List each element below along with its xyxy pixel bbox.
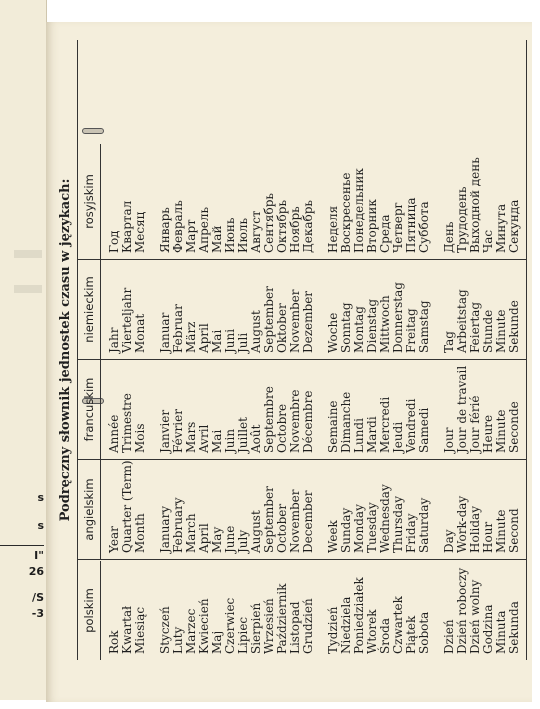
column-entries (108, 366, 521, 453)
term-cell: Minute (494, 309, 508, 353)
term-cell: Feiertag (468, 301, 482, 353)
term-cell: Dzień wolny (468, 579, 482, 654)
column-angielskim (78, 460, 526, 560)
term-cell: Апрель (197, 206, 211, 253)
term-cell: November (288, 289, 302, 353)
term-cell: Minuta (494, 610, 508, 654)
column-niemieckim (78, 260, 526, 360)
term-cell: Воскресенье (339, 172, 353, 253)
column-entries (108, 157, 521, 253)
term-cell: Август (249, 210, 263, 253)
column-entries (108, 568, 521, 654)
term-cell: Miesiąc (133, 606, 147, 654)
term-cell: Трудодень (455, 186, 469, 253)
term-cell: Mars (184, 421, 198, 453)
previous-page-fragment: I" (34, 549, 44, 562)
term-cell: Woche (326, 312, 340, 353)
column-header: angielskim (78, 460, 101, 559)
term-cell: Среда (378, 214, 392, 253)
term-cell: Listopad (288, 601, 302, 654)
term-cell: Октябрь (275, 200, 289, 253)
term-cell: Niedziela (339, 596, 353, 654)
term-cell: Vierteljahr (120, 287, 134, 353)
term-cell: August (249, 510, 263, 553)
term-cell: Sobota (417, 611, 431, 654)
term-cell: Quarter (Term) (120, 460, 134, 553)
term-cell: Samedi (417, 407, 431, 453)
term-cell: Arbeitstag (455, 289, 469, 353)
previous-page-fragment: s (37, 519, 44, 532)
previous-page-fragment: -3 (31, 607, 44, 620)
term-cell: Juni (223, 328, 237, 353)
term-cell: Sekunde (507, 300, 521, 353)
term-cell: Rok (107, 630, 121, 654)
term-cell: Poniedziałek (352, 577, 366, 654)
column-polskim (78, 561, 526, 660)
term-cell: Środa (378, 617, 392, 654)
term-cell: Выходной день (468, 157, 482, 253)
column-header: niemieckim (78, 260, 101, 359)
term-cell: Wrzesień (262, 598, 276, 654)
term-cell: Day (442, 529, 456, 553)
term-cell: Avril (197, 424, 211, 453)
term-cell: Kwartał (120, 606, 134, 654)
term-cell: Dzień roboczy (455, 567, 469, 654)
term-cell: Sierpień (249, 602, 263, 654)
term-cell: Styczeń (158, 606, 172, 654)
term-cell: Luty (171, 626, 185, 654)
term-cell: April (197, 323, 211, 353)
term-cell: Jeudi (391, 421, 405, 453)
term-cell: Juli (236, 332, 250, 353)
term-cell: Trimestre (120, 393, 134, 453)
term-cell: Novembre (288, 389, 302, 453)
column-entries (108, 282, 521, 353)
previous-page-rule (0, 545, 44, 546)
term-cell: Monat (133, 313, 147, 353)
term-cell: Month (133, 513, 147, 553)
term-cell: Mittwoch (378, 295, 392, 353)
term-cell: Février (171, 409, 185, 453)
term-cell: June (223, 525, 237, 553)
term-cell: May (210, 526, 224, 553)
term-cell: Februar (171, 304, 185, 353)
term-cell: Maj (210, 630, 224, 654)
term-cell: Wednesday (378, 484, 392, 553)
term-cell: Piątek (404, 615, 418, 654)
term-cell: Понедельник (352, 168, 366, 253)
term-cell: Март (184, 219, 198, 253)
dictionary-table (77, 40, 527, 660)
term-cell: Minute (494, 509, 508, 553)
term-cell: Jour férié (468, 395, 482, 453)
term-cell: Semaine (326, 400, 340, 453)
term-cell: Lundi (352, 418, 366, 453)
term-cell: Май (210, 225, 224, 253)
term-cell: Czwartek (391, 596, 405, 654)
previous-page-strip (0, 0, 47, 700)
faint-text-mark (14, 285, 42, 293)
term-cell: February (171, 497, 185, 553)
term-cell: Październik (275, 583, 289, 654)
term-cell: Année (107, 414, 121, 453)
term-cell: Вторник (365, 199, 379, 253)
term-cell: Holiday (468, 506, 482, 553)
term-cell: Квартал (120, 200, 134, 253)
term-cell: Marzec (184, 608, 198, 654)
term-cell: Second (507, 508, 521, 553)
term-cell: Четверг (391, 202, 405, 253)
term-cell: Août (249, 424, 263, 453)
term-cell: Неделя (326, 205, 340, 253)
term-cell: Lipiec (236, 616, 250, 654)
term-cell: Monday (352, 504, 366, 553)
term-cell: Dimanche (339, 391, 353, 453)
column-header: francuskim (78, 360, 101, 459)
term-cell: März (184, 321, 198, 353)
term-cell: Jour (442, 427, 456, 453)
term-cell: September (262, 286, 276, 353)
term-cell: Sonntag (339, 302, 353, 353)
term-cell: Year (107, 526, 121, 553)
term-cell: Montag (352, 306, 366, 353)
term-cell: Czerwiec (223, 597, 237, 654)
term-cell: August (249, 310, 263, 353)
term-cell: Mardi (365, 416, 379, 453)
term-cell: Tydzień (326, 606, 340, 654)
term-cell: День (442, 221, 456, 253)
term-cell: Суббота (417, 201, 431, 253)
column-entries (108, 460, 521, 553)
term-cell: Секунда (507, 199, 521, 253)
term-cell: Grudzień (301, 598, 315, 654)
term-cell: Donnerstag (391, 282, 405, 353)
term-cell: Juillet (236, 417, 250, 453)
term-cell: Dezember (301, 290, 315, 353)
column-francuskim (78, 360, 526, 460)
term-cell: Dzień (442, 619, 456, 654)
term-cell: April (197, 523, 211, 553)
term-cell: Heure (481, 414, 495, 453)
term-cell: October (275, 503, 289, 553)
term-cell: November (288, 489, 302, 553)
term-cell: March (184, 513, 198, 553)
term-cell: Год (107, 230, 121, 253)
rotated-dictionary-content (55, 40, 535, 660)
term-cell: Kwiecień (197, 598, 211, 654)
term-cell: Thursday (391, 496, 405, 553)
term-cell: Juin (223, 428, 237, 453)
term-cell: Tag (442, 331, 456, 353)
term-cell: Июль (236, 217, 250, 253)
term-cell: Dienstag (365, 298, 379, 353)
previous-page-fragment: 26 (28, 565, 44, 578)
term-cell: Décembre (301, 390, 315, 453)
term-cell: Seconde (507, 401, 521, 453)
term-cell: Samstag (417, 300, 431, 353)
term-cell: Mai (210, 429, 224, 453)
term-cell: September (262, 486, 276, 553)
term-cell: Minute (494, 409, 508, 453)
term-cell: Friday (404, 513, 418, 553)
term-cell: Январь (158, 207, 172, 253)
term-cell: Месяц (133, 211, 147, 253)
term-cell: Пятница (404, 197, 418, 253)
term-cell: Ноябрь (288, 206, 302, 253)
term-cell: Work-day (455, 495, 469, 553)
term-cell: Декабрь (301, 200, 315, 253)
term-cell: Octobre (275, 403, 289, 453)
faint-text-mark (14, 250, 42, 258)
term-cell: Godzina (481, 604, 495, 654)
term-cell: Week (326, 520, 340, 553)
term-cell: Janvier (158, 409, 172, 453)
term-cell: Septembre (262, 386, 276, 453)
term-cell: Vendredi (404, 398, 418, 453)
term-cell: Januar (158, 312, 172, 353)
term-cell: Сентябрь (262, 193, 276, 253)
term-cell: Февраль (171, 200, 185, 253)
page-title: Podręczny słownik jednostek czasu w językach: (58, 178, 73, 522)
term-cell: Stunde (481, 309, 495, 353)
term-cell: Час (481, 229, 495, 253)
term-cell: Jour de travail (455, 365, 469, 453)
previous-page-fragment: /S (32, 591, 44, 604)
term-cell: Tuesday (365, 502, 379, 553)
term-cell: December (301, 490, 315, 553)
column-header: rosyjskim (78, 144, 101, 259)
term-cell: Sekunda (507, 601, 521, 654)
term-cell: Saturday (417, 497, 431, 553)
column-rosyjskim (78, 144, 526, 260)
previous-page-fragment: s (37, 491, 44, 504)
term-cell: January (158, 505, 172, 553)
term-cell: Sunday (339, 507, 353, 553)
term-cell: Mois (133, 423, 147, 453)
term-cell: Oktober (275, 303, 289, 353)
term-cell: Mai (210, 329, 224, 353)
term-cell: Freitag (404, 308, 418, 353)
term-cell: Июнь (223, 217, 237, 253)
column-header: polskim (78, 561, 101, 660)
term-cell: Минута (494, 203, 508, 253)
term-cell: July (236, 529, 250, 553)
term-cell: Wtorek (365, 609, 379, 654)
term-cell: Hour (481, 521, 495, 553)
term-cell: Jahr (107, 327, 121, 353)
term-cell: Mercredi (378, 396, 392, 453)
